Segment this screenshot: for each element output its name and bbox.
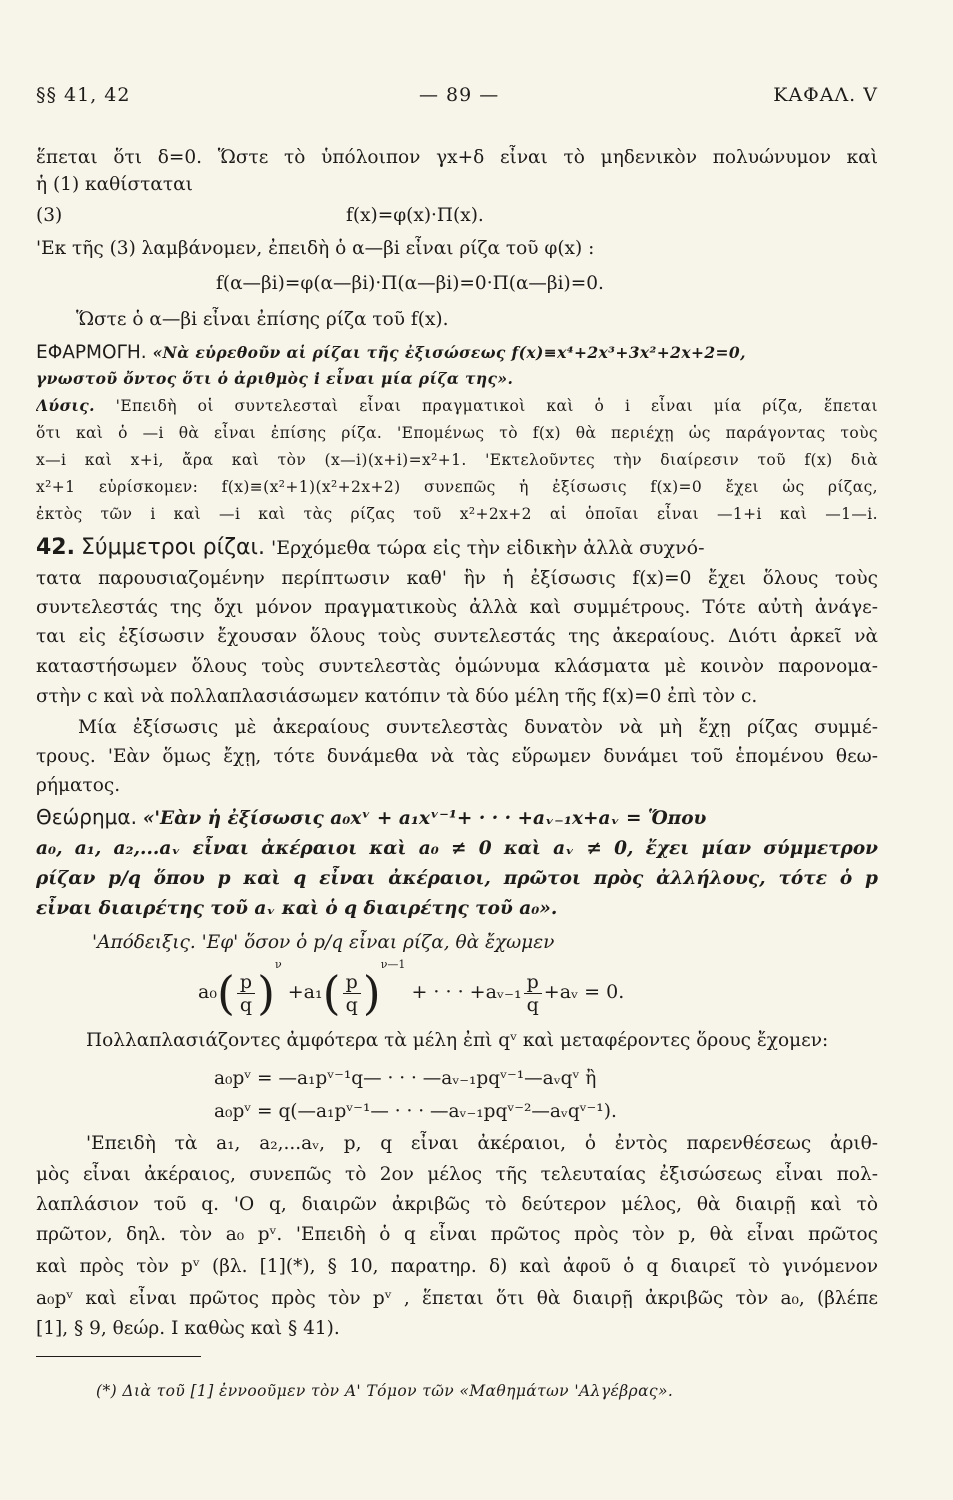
paragraph-line: 'Επειδὴ τὰ a₁, a₂,...aᵥ, p, q εἶναι ἀκέραιοι, ὁ ἐντὸς παρενθέσεως ἀριθ- <box>86 1133 878 1154</box>
text-line: 'Εκ τῆς (3) λαμβάνομεν, ἐπειδὴ ὁ α—βi εἶναι ρίζα τοῦ φ(x) : <box>36 238 595 259</box>
solution-label: Λύσις. <box>36 396 95 415</box>
section-reference: §§ 41, 42 <box>36 84 131 106</box>
paragraph-line: Μία ἐξίσωσις μὲ ἀκεραίους συντελεστὰς δυνατὸν νὰ μὴ ἔχῃ ρίζας συμμέ- <box>78 717 878 738</box>
fraction-p-over-q: $\frac{p}{q}$ <box>237 971 255 1016</box>
paragraph-line: καταστήσωμεν ὅλους τοὺς συντελεστὰς ὁμώνυμα κλάσματα μὲ κοινὸν παρονομα- <box>36 656 878 677</box>
paren-open: ( <box>322 966 341 1020</box>
paragraph-line: συντελεστάς της ὄχι μόνον πραγματικοὺς ἀλλὰ καὶ συμμέτρους. Τότε αὐτὴ ἀνάγε- <box>36 597 878 618</box>
text-line: Ὥστε ὁ α—βi εἶναι ἐπίσης ρίζα τοῦ f(x). <box>76 309 449 330</box>
root-equation <box>198 958 625 1020</box>
section-heading-line <box>36 535 878 562</box>
theorem-line: a₀, a₁, a₂,...aᵥ εἶναι ἀκέραιοι καὶ a₀ ≠ 0 καὶ aᵥ ≠ 0, ἔχει μίαν σύμμετρον <box>36 838 878 859</box>
section-number: 42. <box>36 535 75 560</box>
application-title: ΕΦΑΡΜΟΓΗ. <box>36 342 147 363</box>
paragraph-line: λαπλάσιον τοῦ q. 'Ο q, διαιρῶν ἀκριβῶς τὸ δεύτερον μέλος, θὰ διαιρῇ καὶ τὸ <box>36 1194 878 1215</box>
paragraph-line: στὴν c καὶ νὰ πολλαπλασιάσωμεν κατόπιν τὰ δύο μέλη τῆς f(x)=0 ἐπὶ τὸν c. <box>36 686 758 707</box>
equation-a: a₀pᵛ = —a₁pᵛ⁻¹q— · · · —aᵥ₋₁pqᵛ⁻¹—aᵥqᵛ ἢ <box>214 1068 597 1089</box>
paragraph-text: 'Ερχόμεθα τώρα εἰς τὴν εἰδικὴν ἀλλὰ συχνό- <box>271 537 705 559</box>
chapter-label: ΚΑΦΑΛ. V <box>773 84 878 106</box>
section-title: Σύμμετροι ρίζαι. <box>81 535 265 560</box>
fraction-p-over-q: $\frac{p}{q}$ <box>524 971 542 1016</box>
page-number: — 89 — <box>419 84 500 106</box>
equation-label: (3) <box>36 205 63 226</box>
solution-line: ἐκτὸς τῶν i καὶ —i καὶ τὰς ρίζας τοῦ x²+2x+2 αἱ ὁποῖαι εἶναι —1+i καὶ —1—i. <box>36 505 878 523</box>
fraction-p-over-q: $\frac{p}{q}$ <box>343 971 361 1016</box>
theorem-line: εἶναι διαιρέτης τοῦ aᵥ καὶ ὁ q διαιρέτης τοῦ a₀». <box>36 898 558 919</box>
paren-close: ) <box>257 966 276 1020</box>
text-line: ἕπεται ὅτι δ=0. Ὥστε τὸ ὑπόλοιπον γx+δ εἶναι τὸ μηδενικὸν πολυώνυμον καὶ <box>36 147 878 168</box>
equation: f(α—βi)=φ(α—βi)·Π(α—βi)=0·Π(α—βi)=0. <box>216 273 604 294</box>
paragraph-line: [1], § 9, θεώρ. I καθὼς καὶ § 41). <box>36 1318 340 1339</box>
footnote: (*) Διὰ τοῦ [1] ἐννοοῦμεν τὸν Α' Τόμον τῶν «Μαθημάτων 'Αλγέβρας». <box>96 1382 674 1400</box>
solution-text: 'Επειδὴ οἱ συντελεσταὶ εἶναι πραγματικοὶ καὶ ὁ i εἶναι μία ρίζα, ἕπεται <box>115 397 878 415</box>
page-header <box>36 84 878 114</box>
book-page <box>36 0 878 1500</box>
application-statement: «Νὰ εὑρεθοῦν αἱ ρίζαι τῆς ἐξισώσεως f(x)≡x⁴+2x³+3x²+2x+2=0, <box>152 343 746 362</box>
proof-line: 'Απόδειξις. 'Εφ' ὅσον ὁ p/q εἶναι ρίζα, θὰ ἔχωμεν <box>92 932 555 953</box>
solution-line: x²+1 εὑρίσκομεν: f(x)≡(x²+1)(x²+2x+2) συνεπῶς ἡ ἐξίσωσις f(x)=0 ἔχει ὡς ρίζας, <box>36 478 878 496</box>
middle-terms: + · · · +aᵥ₋₁ <box>411 981 522 1003</box>
paren-close: ) <box>362 966 381 1020</box>
paragraph-line: τατα παρουσιαζομένην περίπτωσιν καθ' ἣν ἡ ἐξίσωσις f(x)=0 ἔχει ὅλους τοὺς <box>36 568 878 589</box>
theorem-line <box>36 804 878 831</box>
equation-b: a₀pᵛ = q(—a₁pᵛ⁻¹— · · · —aᵥ₋₁pqᵛ⁻²—aᵥqᵛ⁻¹). <box>214 1101 617 1122</box>
application-heading-line <box>36 340 878 367</box>
paragraph-line: τρους. 'Εὰν ὅμως ἔχῃ, τότε δυνάμεθα νὰ τὰς εὕρωμεν δυνάμει τοῦ ἑπομένου θεω- <box>36 746 878 767</box>
tail-terms: +aᵥ = 0. <box>543 981 625 1003</box>
paragraph-line: μὸς εἶναι ἀκέραιος, συνεπῶς τὸ 2ον μέλος τῆς τελευταίας ἐξισώσεως εἶναι πολ- <box>36 1164 878 1185</box>
paragraph-line: ρήματος. <box>36 775 121 796</box>
equation-3: f(x)=φ(x)·Π(x). <box>346 205 484 226</box>
text-line: Πολλαπλασιάζοντες ἀμφότερα τὰ μέλη ἐπὶ qᵛ καὶ μεταφέροντες ὅρους ἔχομεν: <box>86 1030 829 1051</box>
solution-line: ὅτι καὶ ὁ —i θὰ εἶναι ἐπίσης ρίζα. 'Επομένως τὸ f(x) θὰ περιέχῃ ὡς παράγοντας τοὺς <box>36 424 878 442</box>
theorem-text: «'Εὰν ἡ ἐξίσωσις a₀xᵛ + a₁xᵛ⁻¹+ · · · +aᵥ₋₁x+aᵥ = Ὅπου <box>142 808 707 829</box>
paragraph-line: ται εἰς ἐξίσωσιν ἔχουσαν ὅλους τοὺς συντελεστάς της ἀκεραίους. Διότι ἀρκεῖ νὰ <box>36 626 878 647</box>
paragraph-line: πρῶτον, δηλ. τὸν a₀ pᵛ. 'Επειδὴ ὁ q εἶναι πρῶτος πρὸς τὸν p, θὰ εἶναι πρῶτος <box>36 1224 878 1245</box>
coefficient-a0: a₀ <box>198 981 217 1003</box>
theorem-label: Θεώρημα. <box>36 805 137 829</box>
solution-line: x—i καὶ x+i, ἄρα καὶ τὸν (x—i)(x+i)=x²+1. 'Εκτελοῦντες τὴν διαίρεσιν τοῦ f(x) διὰ <box>36 451 878 469</box>
exponent-nu: ν <box>275 958 282 971</box>
term-a1: +a₁ <box>287 981 323 1003</box>
paragraph-line: καὶ πρὸς τὸν pᵛ (βλ. [1](*), § 10, παρατηρ. δ) καὶ ἀφοῦ ὁ q διαιρεῖ τὸ γινόμενον <box>36 1256 878 1277</box>
paren-open: ( <box>216 966 235 1020</box>
theorem-line: ρίζαν p/q ὅπου p καὶ q εἶναι ἀκέραιοι, πρῶτοι πρὸς ἀλλήλους, τότε ὁ p <box>36 868 878 889</box>
solution-line <box>36 393 878 420</box>
footnote-rule <box>36 1356 201 1357</box>
exponent-nu-minus-1: ν—1 <box>380 958 406 971</box>
application-statement-cont: γνωστοῦ ὄντος ὅτι ὁ ἀριθμὸς i εἶναι μία ρίζα της». <box>36 369 514 388</box>
paragraph-line: a₀pᵛ καὶ εἶναι πρῶτος πρὸς τὸν pᵛ , ἕπεται ὅτι θὰ διαιρῇ ἀκριβῶς τὸν a₀, (βλέπε <box>36 1288 878 1309</box>
text-line: ἡ (1) καθίσταται <box>36 174 193 195</box>
